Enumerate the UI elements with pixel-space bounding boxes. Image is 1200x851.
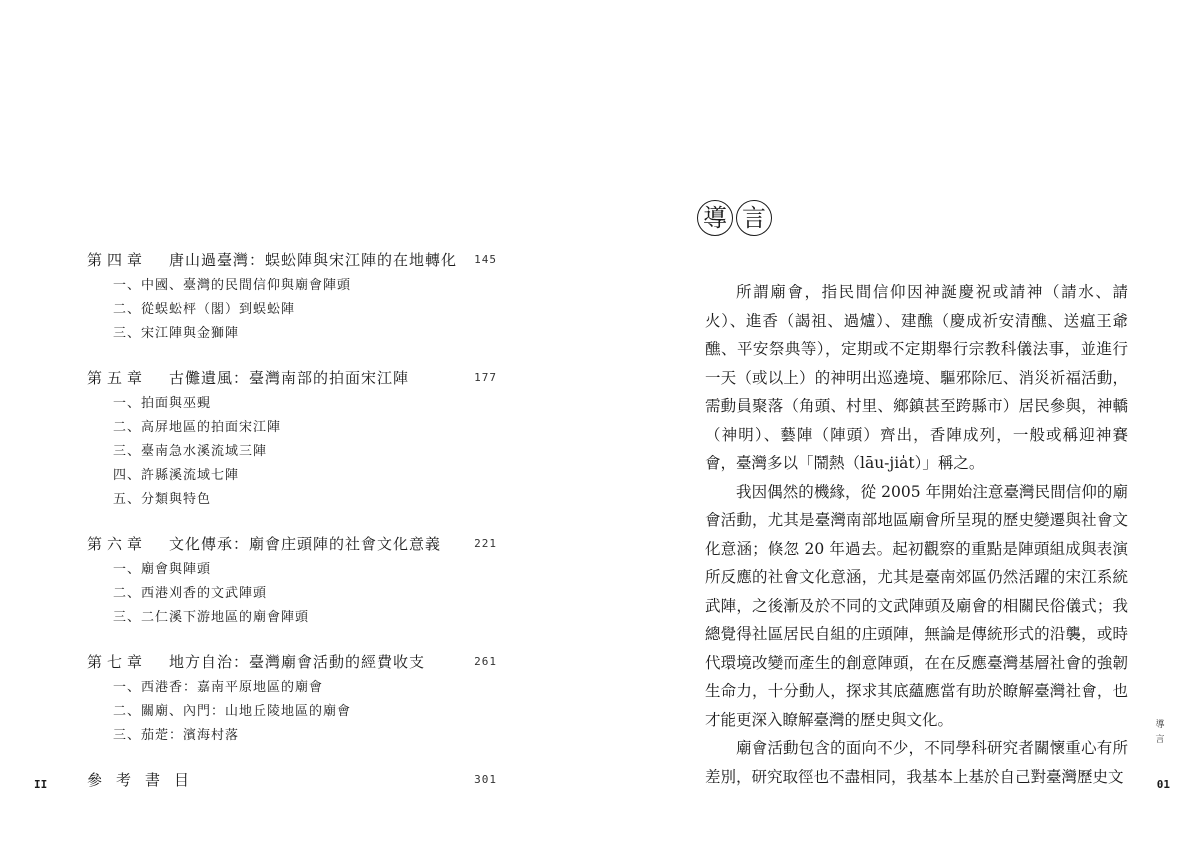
chapter-page-number: 177 [474, 371, 497, 384]
section-item[interactable]: 二、西港刈香的文武陣頭 [113, 586, 268, 601]
page-number-left: II [34, 778, 48, 791]
running-head: 導言 [1155, 720, 1165, 745]
toc-chapter-7 [87, 650, 497, 748]
section-list [87, 274, 497, 346]
section-item[interactable]: 五、分類與特色 [113, 492, 212, 507]
toc-chapter-5 [87, 366, 497, 512]
section-item[interactable]: 二、從蜈蚣枰（閣）到蜈蚣陣 [113, 302, 296, 317]
chapter-label: 第七章 [87, 653, 148, 671]
section-item[interactable]: 四、許縣溪流域七陣 [113, 468, 240, 483]
heading-circle-char: 導 [697, 200, 733, 236]
chapter-heading[interactable] [87, 650, 497, 674]
page-number-right: 01 [1156, 778, 1170, 791]
intro-heading [697, 200, 772, 236]
chapter-title: 地方自治：臺灣廟會活動的經費收支 [169, 653, 426, 671]
chapter-title: 文化傳承：廟會庄頭陣的社會文化意義 [169, 535, 442, 553]
section-item[interactable]: 三、宋江陣與金獅陣 [113, 326, 240, 341]
section-item[interactable]: 三、茄萣：濱海村落 [113, 728, 240, 743]
toc-chapter-6 [87, 532, 497, 630]
section-item[interactable]: 一、中國、臺灣的民間信仰與廟會陣頭 [113, 278, 352, 293]
section-list [87, 558, 497, 630]
paragraph: 我因偶然的機緣，從 2005 年開始注意臺灣民間信仰的廟會活動，尤其是臺灣南部地區廟會所呈現的歷史變遷與社會文化意涵；倏忽 20 年過去。起初觀察的重點是陣頭組成與表演所反應的社會文化意涵，尤其是臺南郊區仍然活躍的宋江系統武陣，之後漸及於不同的文武陣頭及廟會的相關民俗儀式；我總覺得社區居民自組的庄頭陣，無論是傳統形式的沿襲，或時代環境改變而產生的創意陣頭，在在反應臺灣基層社會的強韌生命力，十分動人，探求其底蘊應當有助於瞭解臺灣社會，也才能更深入瞭解臺灣的歷史與文化。 [705, 482, 1128, 729]
section-item[interactable]: 一、廟會與陣頭 [113, 562, 212, 577]
heading-circle-char: 言 [736, 200, 772, 236]
section-list [87, 392, 497, 512]
chapter-page-number: 261 [474, 655, 497, 668]
chapter-label: 第六章 [87, 535, 148, 553]
intro-body [705, 278, 1128, 791]
section-item[interactable]: 三、臺南急水溪流域三陣 [113, 444, 268, 459]
section-item[interactable]: 三、二仁溪下游地區的廟會陣頭 [113, 610, 310, 625]
chapter-page-number: 145 [474, 253, 497, 266]
toc-chapter-4 [87, 248, 497, 346]
chapter-label: 第四章 [87, 251, 148, 269]
table-of-contents [87, 248, 497, 812]
section-item[interactable]: 一、西港香：嘉南平原地區的廟會 [113, 680, 324, 695]
paragraph: 廟會活動包含的面向不少，不同學科研究者關懷重心有所差別，研究取徑也不盡相同，我基本上基於自己對臺灣歷史文 [705, 739, 1128, 786]
section-list [87, 676, 497, 748]
chapter-heading[interactable] [87, 366, 497, 390]
chapter-title: 唐山過臺灣：蜈蚣陣與宋江陣的在地轉化 [169, 251, 458, 269]
chapter-heading[interactable] [87, 248, 497, 272]
section-item[interactable]: 二、關廟、內門：山地丘陵地區的廟會 [113, 704, 352, 719]
paragraph: 所謂廟會，指民間信仰因神誕慶祝或請神（請水、請火）、進香（謁祖、過爐）、建醮（慶成祈安清醮、送瘟王爺醮、平安祭典等），定期或不定期舉行宗教科儀法事，並進行一天（或以上）的神明出巡遶境、驅邪除厄、消災祈福活動，需動員聚落（角頭、村里、鄉鎮甚至跨縣市）居民參與，神轎（神明）、藝陣（陣頭）齊出，香陣成列，一般或稱迎神賽會，臺灣多以「鬧熱（lāu-jia̍t）」稱之。 [705, 283, 1128, 472]
right-page [600, 0, 1200, 851]
references-heading[interactable] [87, 768, 497, 792]
chapter-page-number: 221 [474, 537, 497, 550]
chapter-label: 第五章 [87, 369, 148, 387]
chapter-heading[interactable] [87, 532, 497, 556]
chapter-title: 古儺遺風：臺灣南部的拍面宋江陣 [169, 369, 410, 387]
references-label: 參考書目 [87, 771, 204, 789]
references-page-number: 301 [474, 773, 497, 786]
section-item[interactable]: 二、高屏地區的拍面宋江陣 [113, 420, 282, 435]
section-item[interactable]: 一、拍面與巫覡 [113, 396, 212, 411]
toc-references [87, 768, 497, 792]
